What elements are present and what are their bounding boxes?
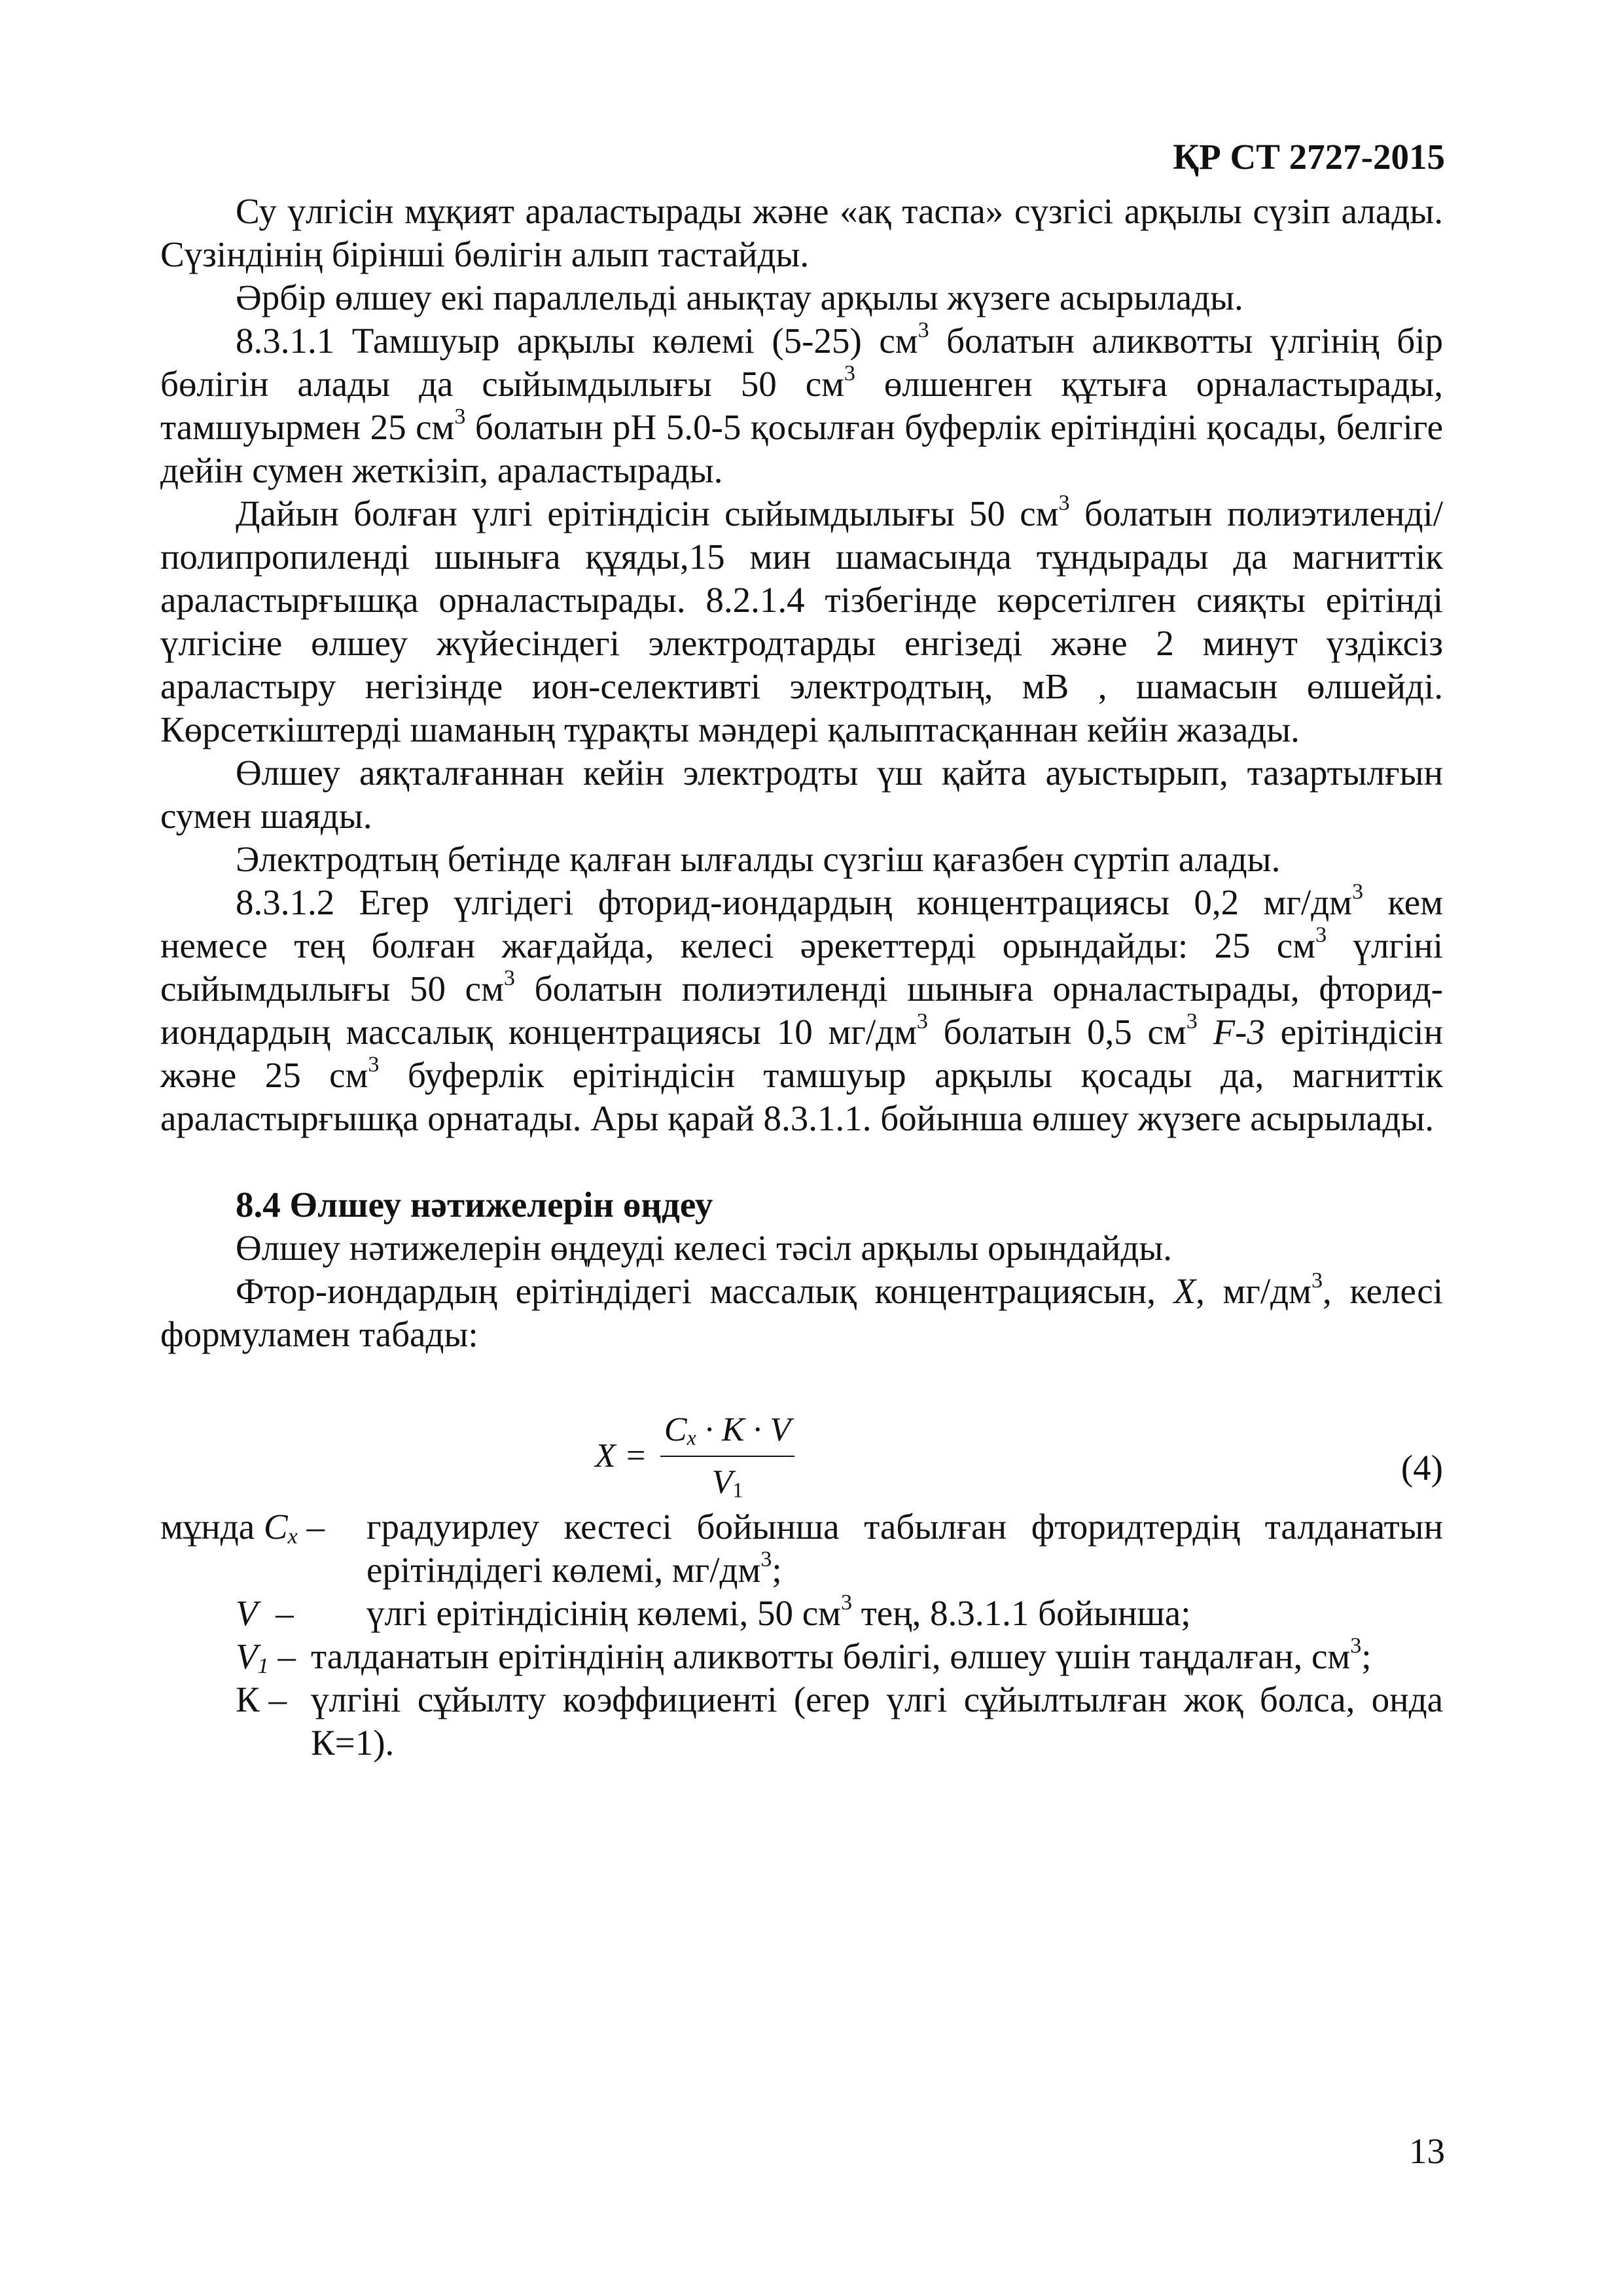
paragraph-concentration: Фтор-иондардың ерітіндідегі массалық концентрациясын, X, $мг/дм^3$, келесі формуламен табады: — [160, 1268, 1443, 1354]
page-number: 13 — [1409, 2131, 1445, 2171]
paragraph-wipe: Электродтың бетінде қалған ылғалды сүзгіш қағазбен сүртіп алады. — [236, 839, 1281, 879]
formula-lhs: X = — [595, 1437, 647, 1475]
formula-numerator: $C_x \cdot K \cdot V$ — [660, 1408, 794, 1457]
definition-v: V – үлгі ерітіндісінің көлемі, 50 $см^3$ тең, 8.3.1.1 бойынша; — [236, 1590, 1191, 1633]
paragraph-filtration: Су үлгісін мұқият араластырады және «ақ таспа» сүзгісі арқылы сүзіп алады. Сүзіндінің бірінші бөлігін алып тастайды. — [160, 191, 1443, 274]
standard-header: ҚР СТ 2727-2015 — [1173, 137, 1445, 177]
paragraph-rinse: Өлшеу аяқталғаннан кейін электродты үш қайта ауыстырып, тазартылғын сумен шаяды. — [160, 753, 1443, 836]
definition-v1: $V_1$ – талданатын ерітіндінің аликвотты бөлігі, өлшеу үшін таңдалған, $см^3$; — [236, 1634, 1372, 1678]
paragraph-8-3-1-1: 8.3.1.1 Тамшуыр арқылы көлемі (5-25) $см^3$ болатын аликвотты үлгінің бір бөлігін алады да сыйымдылығы 50 $см^3$ өлшенген құтыға орналастырады, тамшуырмен 25 $см^3$ болатын pH 5.0-5 қосылған буферлік ерітіндіні қосады, белгіге дейін сумен жеткізіп, араластырады. — [160, 318, 1444, 490]
document-body — [160, 190, 1443, 1765]
paragraph-8-3-1-2: 8.3.1.2 Егер үлгідегі фторид-иондардың концентрациясы 0,2 $мг/дм^3$ кем немесе тең болған жағдайда, келесі әрекеттерді орындайды: 25 $см^3$ үлгіні сыйымдылығы 50 $см^3$ болатын полиэтиленді шыныға орналастырады, фторид-иондардың массалық концентрациясы 10 $мг/дм^3$ болатын 0,5 $см^3$ F-3 ерітіндісін және 25 $см^3$ буферлік ерітіндісін тамшуыр арқылы қосады да, магниттік араластырғышқа орнатады. Ары қарай 8.3.1.1. бойынша өлшеу жүзеге асырылады. — [160, 880, 1444, 1138]
paragraph-sample-prep: Дайын болған үлгі ерітіндісін сыйымдылығы 50 $см^3$ болатын полиэтиленді/ полипропиленді шыныға құяды,15 мин шамасында тұндырады да магниттік араластырғышқа орналастырады. 8.2.1.4 тізбегінде көрсетілген сияқты ерітінді үлгісіне өлшеу жүйесіндегі электродтарды енгізеді және 2 минут үздіксіз араластыру негізінде ион-селективті электродтың, мВ , шамасын өлшейді. Көрсеткіштерді шаманың тұрақты мәндері қалыптасқаннан кейін жазады. — [160, 491, 1443, 749]
section-title: 8.4 Өлшеу нәтижелерін өңдеу — [236, 1185, 713, 1225]
formula-block — [160, 1374, 1443, 1502]
paragraph-processing: Өлшеу нәтижелерін өңдеуді келесі тәсіл арқылы орындайды. — [236, 1228, 1173, 1268]
formula — [595, 1408, 794, 1504]
paragraph-parallel: Әрбір өлшеу екі параллельді анықтау арқылы жүзеге асырылады. — [236, 278, 1243, 317]
equation-number: (4) — [1400, 1448, 1443, 1488]
definition-cx: мұнда $C_x$ – градуирлеу кестесі бойынша табылған фторидтердің талданатын ерітіндідегі көлемі, $мг/дм^3$; — [160, 1507, 1443, 1590]
definition-k: К – үлгіні сұйылту коэффициенті (егер үлгі сұйылтылған жоқ болса, онда К=1). — [236, 1679, 1443, 1763]
formula-denominator: $V_1$ — [711, 1463, 743, 1502]
formula-fraction — [660, 1408, 794, 1504]
